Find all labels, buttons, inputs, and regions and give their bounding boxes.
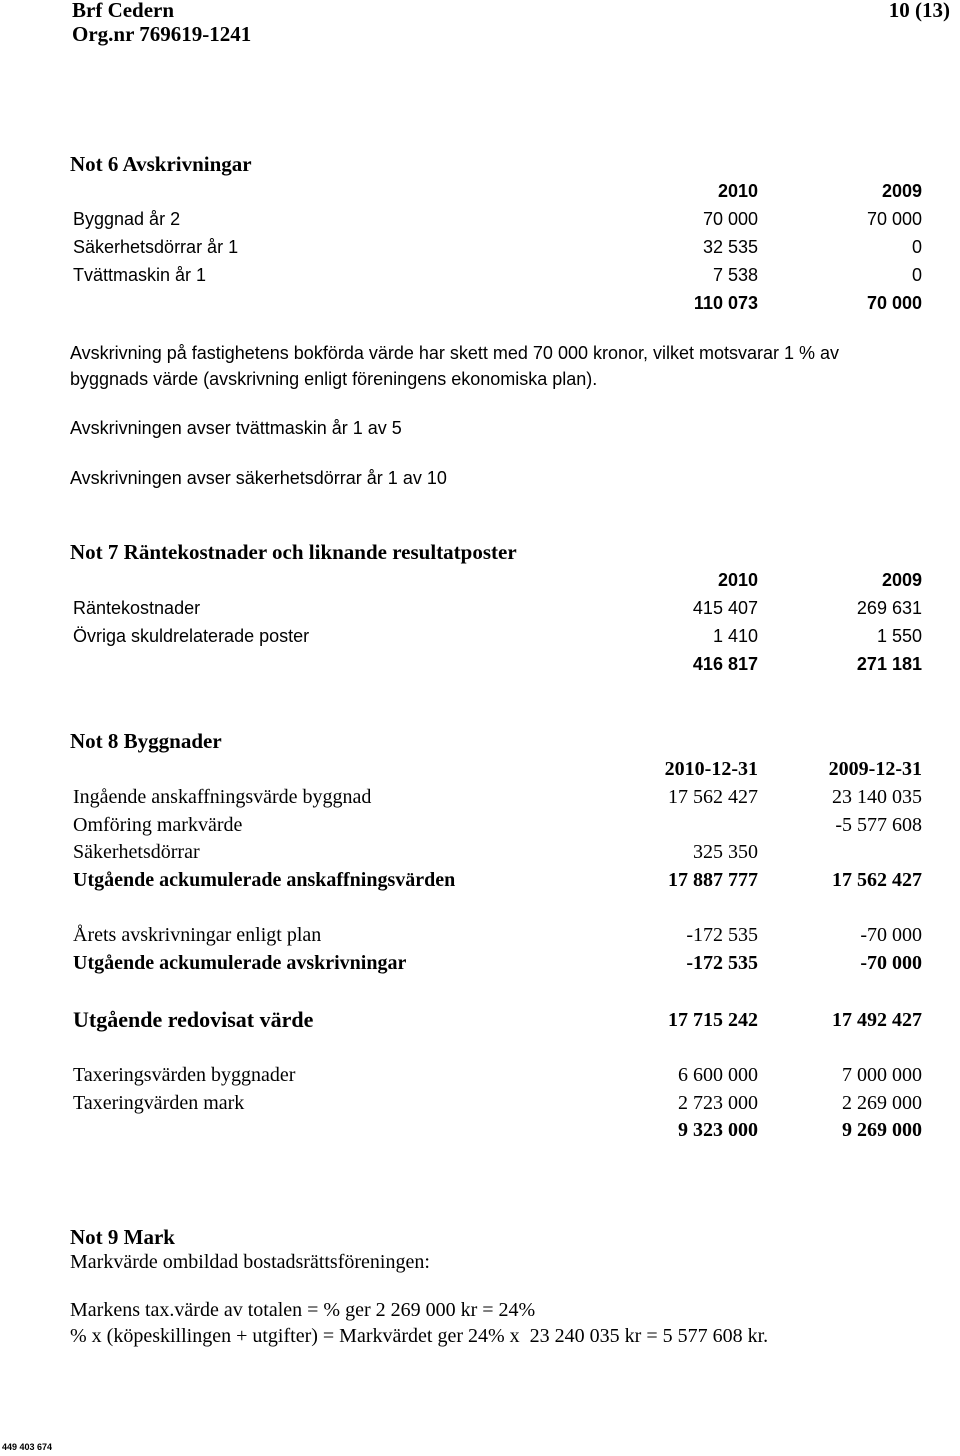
org-number: Org.nr 769619-1241 (72, 22, 252, 46)
note8-omf-label: Omföring markvärde (73, 814, 243, 836)
note7-row-2009: 269 631 (856, 598, 922, 618)
note7-col-2009: 2009 (881, 570, 922, 590)
note7-row-2009: 1 550 (876, 626, 922, 646)
note8-ing-2010: 17 562 427 (668, 786, 758, 808)
note6-row-2010: 32 535 (702, 237, 758, 257)
note8-utg-avskr-label: Utgående ackumulerade avskrivningar (73, 952, 407, 974)
note8-sak-label: Säkerhetsdörrar (73, 841, 200, 863)
note7-row-label: Räntekostnader (73, 598, 201, 618)
note8-omf-2009: -5 577 608 (835, 814, 922, 836)
note6-col-2009: 2009 (881, 181, 922, 201)
note8-redov-2009: 17 492 427 (832, 1009, 922, 1031)
note8-sak-2010: 325 350 (693, 841, 758, 863)
note8-utg-avskr-2010: -172 535 (686, 952, 758, 974)
company-name: Brf Cedern (72, 0, 175, 22)
note6-title: Not 6 Avskrivningar (70, 152, 252, 176)
note6-text-line2: byggnads värde (avskrivning enligt föreningens ekonomiska plan). (70, 369, 598, 389)
note6-total-2009: 70 000 (866, 293, 922, 313)
note8-tax-bygg-label: Taxeringsvärden byggnader (73, 1064, 296, 1086)
note6-text-doors: Avskrivningen avser säkerhetsdörrar år 1 av 10 (70, 468, 447, 488)
note8-utg-ansk-label: Utgående ackumulerade anskaffningsvärden (73, 869, 456, 891)
note8-tax-bygg-2010: 6 600 000 (678, 1064, 758, 1086)
note6-row-2009: 70 000 (866, 209, 922, 229)
note6-total-2010: 110 073 (693, 293, 758, 313)
note8-tax-bygg-2009: 7 000 000 (842, 1064, 922, 1086)
note7-title: Not 7 Räntekostnader och liknande resultatposter (70, 540, 517, 564)
note9-subtitle: Markvärde ombildad bostadsrättsföreningen: (70, 1251, 430, 1273)
note8-tax-mark-2009: 2 269 000 (842, 1092, 922, 1114)
note7-row-2010: 1 410 (712, 626, 758, 646)
note8-ing-2009: 23 140 035 (832, 786, 922, 808)
note7-total-2009: 271 181 (856, 654, 922, 674)
note8-arets-2010: -172 535 (686, 924, 758, 946)
note8-tax-total-2009: 9 269 000 (842, 1119, 922, 1141)
note7-row-2010: 415 407 (692, 598, 758, 618)
note6-text-wash: Avskrivningen avser tvättmaskin år 1 av 5 (70, 418, 402, 438)
note7-total-2010: 416 817 (692, 654, 758, 674)
note8-tax-mark-label: Taxeringvärden mark (73, 1092, 245, 1114)
note8-utg-ansk-2009: 17 562 427 (832, 869, 922, 891)
note8-tax-mark-2010: 2 723 000 (678, 1092, 758, 1114)
note9-line2: % x (köpeskillingen + utgifter) = Markvärdet ger 24% x 23 240 035 kr = 5 577 608 kr. (70, 1325, 769, 1347)
note8-utg-avskr-2009: -70 000 (860, 952, 922, 974)
note9-title: Not 9 Mark (70, 1225, 175, 1249)
note8-utg-ansk-2010: 17 887 777 (668, 869, 758, 891)
note8-title: Not 8 Byggnader (70, 729, 222, 753)
note8-col-2009: 2009-12-31 (828, 758, 922, 780)
note8-ing-label: Ingående anskaffningsvärde byggnad (73, 786, 372, 808)
note8-arets-2009: -70 000 (860, 924, 922, 946)
note7-col-2010: 2010 (717, 570, 758, 590)
note8-arets-label: Årets avskrivningar enligt plan (73, 924, 322, 946)
note8-redov-2010: 17 715 242 (668, 1009, 758, 1031)
document-id: 449 403 674 (2, 1442, 53, 1452)
note6-row-label: Byggnad år 2 (73, 209, 181, 229)
page-number: 10 (13) (888, 0, 950, 22)
note6-col-2010: 2010 (717, 181, 758, 201)
note6-row-2009: 0 (911, 237, 922, 257)
note6-row-2010: 70 000 (702, 209, 758, 229)
note9-line1: Markens tax.värde av totalen = % ger 2 269 000 kr = 24% (70, 1299, 536, 1321)
note6-row-2010: 7 538 (712, 265, 758, 285)
note6-row-label: Tvättmaskin år 1 (73, 265, 207, 285)
note8-tax-total-2010: 9 323 000 (678, 1119, 758, 1141)
note6-row-2009: 0 (911, 265, 922, 285)
note6-text-line1: Avskrivning på fastighetens bokförda värde har skett med 70 000 kronor, vilket motsvarar 1 % av (70, 343, 840, 363)
note7-row-label: Övriga skuldrelaterade poster (73, 626, 310, 646)
note8-redov-label: Utgående redovisat värde (73, 1007, 314, 1032)
note6-row-label: Säkerhetsdörrar år 1 (73, 237, 239, 257)
note8-col-2010: 2010-12-31 (664, 758, 758, 780)
